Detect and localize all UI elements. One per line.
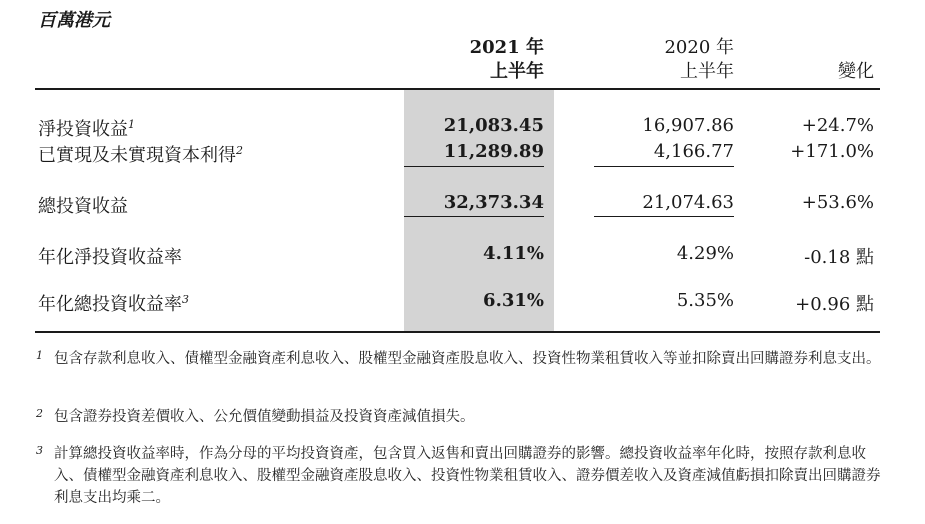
row-0-value-2021: 21,083.45 [443,115,544,136]
header-rule [35,88,880,90]
row-label-net-investment-income: 淨投資收益$^1$ [38,118,135,140]
bottom-rule [35,331,880,333]
footnote-1 [36,348,896,370]
row-label-capital-gains: 已實現及未實現資本利得$^2$ [38,144,243,166]
subtotal-rule-2021 [404,166,544,167]
row-0-change: +24.7% [801,115,874,136]
header-2021 [440,36,544,84]
subtotal-rule-2020 [594,166,734,167]
header-change: 變化 [838,61,874,82]
header-2021-line2: 上半年 [490,61,544,82]
row-4-value-2020: 5.35% [676,290,734,311]
row-3-change: -0.18 點 [804,247,874,268]
row-label-annualized-net-yield: 年化淨投資收益率 [38,247,182,268]
row-2-value-2020: 21,074.63 [642,192,734,213]
header-2021-line1: 2021 年 [469,37,544,58]
row-1-value-2021: 11,289.89 [443,141,544,162]
row-1-change: +171.0% [790,141,874,162]
row-4-value-2021: 6.31% [483,290,544,311]
footnote-3 [36,443,896,509]
row-label-total-investment-income: 總投資收益 [38,196,128,217]
row-0-value-2020: 16,907.86 [642,115,734,136]
footnote-2-mark: 2 [36,407,43,420]
row-2-change: +53.6% [801,192,874,213]
footnote-1-mark: 1 [36,349,43,362]
unit-label: 百萬港元 [38,10,110,31]
total-rule-2020 [594,216,734,217]
row-3-value-2021: 4.11% [483,243,544,264]
footnote-1-text: 包含存款利息收入、債權型金融資產利息收入、股權型金融資產股息收入、投資性物業租賃收入等並扣除賣出回購證券利息支出。 [54,351,881,367]
header-2020-line2: 上半年 [680,61,734,82]
total-rule-2021 [404,216,544,217]
footnote-2-text: 包含證券投資差價收入、公允價值變動損益及投資資產減值損失。 [54,409,475,425]
footnote-3-text: 計算總投資收益率時，作為分母的平均投資資產，包含買入返售和賣出回購證券的影響。總投資收益率年化時，按照存款利息收入、債權型金融資產利息收入、股權型金融資產股息收入、投資性物業租賃收入、證券價差收入及資產減值虧損扣除賣出回購證券利息支出均乘二。 [54,446,881,506]
row-3-value-2020: 4.29% [676,243,734,264]
row-4-change: +0.96 點 [795,294,874,315]
footnote-3-mark: 3 [36,444,43,457]
row-1-value-2020: 4,166.77 [653,141,734,162]
footnote-2 [36,406,896,428]
row-label-annualized-total-yield: 年化總投資收益率$^3$ [38,293,189,315]
row-2-value-2021: 32,373.34 [443,192,544,213]
header-2020-line1: 2020 年 [664,37,734,58]
header-2020 [620,36,734,84]
